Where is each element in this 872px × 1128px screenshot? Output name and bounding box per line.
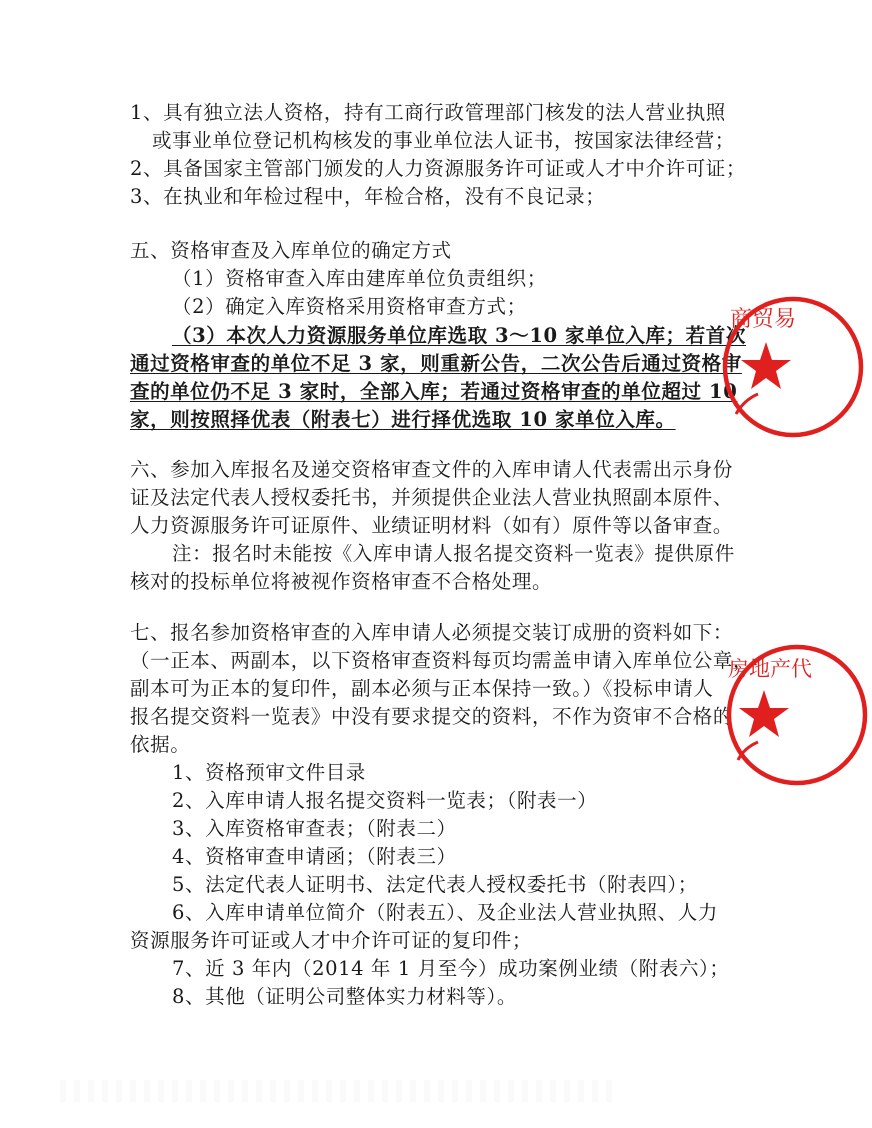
section-7-line5: 依据。 bbox=[130, 733, 191, 756]
requirement-item-3: 3、在执业和年检过程中，年检合格，没有不良记录； bbox=[130, 185, 606, 208]
company-seal-bottom bbox=[722, 640, 812, 790]
section-6-note-line2: 核对的投标单位将被视作资格审查不合格处理。 bbox=[130, 570, 553, 593]
section-5-heading: 五、资格审查及入库单位的确定方式 bbox=[130, 239, 452, 262]
list-item: 6、入库申请单位简介（附表五）、及企业法人营业执照、人力 bbox=[172, 901, 718, 924]
section-5-point-3-line4: 家，则按照择优表（附表七）进行择优选取 10 家单位入库。 bbox=[130, 408, 676, 431]
section-7-line1: 七、报名参加资格审查的入库申请人必须提交装订成册的资料如下： bbox=[130, 621, 734, 644]
seal-text: 房地产代 bbox=[728, 657, 812, 681]
list-item: 7、近 3 年内（2014 年 1 月至今）成功案例业绩（附表六）； bbox=[172, 957, 730, 980]
section-6-line1: 六、参加入库报名及递交资格审查文件的入库申请人代表需出示身份 bbox=[130, 458, 734, 481]
section-7-line4: 报名提交资料一览表》中没有要求提交的资料，不作为资审不合格的 bbox=[130, 705, 734, 728]
list-item-continuation: 资源服务许可证或人才中介许可证的复印件； bbox=[130, 929, 533, 952]
requirement-item-1-line2: 或事业单位登记机构核发的事业单位法人证书，按国家法律经营； bbox=[152, 129, 735, 152]
list-item: 8、其他（证明公司整体实力材料等）。 bbox=[172, 985, 517, 1008]
scan-artifact bbox=[60, 1080, 620, 1102]
list-item: 4、资格审查申请函；（附表三） bbox=[172, 845, 457, 868]
section-5-point-1: （1）资格审查入库由建库单位负责组织； bbox=[172, 267, 547, 290]
seal-icon bbox=[718, 292, 868, 442]
section-6-note-line1: 注：报名时未能按《入库申请人报名提交资料一览表》提供原件 bbox=[172, 542, 735, 565]
list-item: 2、入库申请人报名提交资料一览表；（附表一） bbox=[172, 789, 598, 812]
requirement-item-1-line1: 1、具有独立法人资格，持有工商行政管理部门核发的法人营业执照 bbox=[130, 101, 726, 124]
requirement-item-2: 2、具备国家主管部门颁发的人力资源服务许可证或人才中介许可证； bbox=[130, 157, 747, 180]
list-item: 1、资格预审文件目录 bbox=[172, 761, 366, 784]
seal-text: 商贸易 bbox=[730, 307, 797, 332]
seal-icon bbox=[722, 640, 872, 790]
list-item: 3、入库资格审查表；（附表二） bbox=[172, 817, 457, 840]
company-seal-top bbox=[718, 292, 800, 442]
section-5-point-3-line2: 通过资格审查的单位不足 3 家，则重新公告，二次公告后通过资格审 bbox=[130, 352, 742, 375]
section-7-line3: 副本可为正本的复印件，副本必须与正本保持一致。）《投标申请人 bbox=[130, 677, 714, 700]
section-5-point-3-line1: （3）本次人力资源服务单位库选取 3～10 家单位入库；若首次 bbox=[172, 324, 746, 347]
section-5-point-3-line3: 查的单位仍不足 3 家时，全部入库；若通过资格审查的单位超过 10 bbox=[130, 380, 738, 403]
list-item: 5、法定代表人证明书、法定代表人授权委托书（附表四）； bbox=[172, 873, 698, 896]
section-6-line3: 人力资源服务许可证原件、业绩证明材料（如有）原件等以备审查。 bbox=[130, 514, 734, 537]
section-6-line2: 证及法定代表人授权委托书，并须提供企业法人营业执照副本原件、 bbox=[130, 486, 734, 509]
section-5-point-2: （2）确定入库资格采用资格审查方式； bbox=[172, 295, 527, 318]
section-7-line2: （一正本、两副本，以下资格审查资料每页均需盖申请入库单位公章， bbox=[130, 649, 754, 672]
